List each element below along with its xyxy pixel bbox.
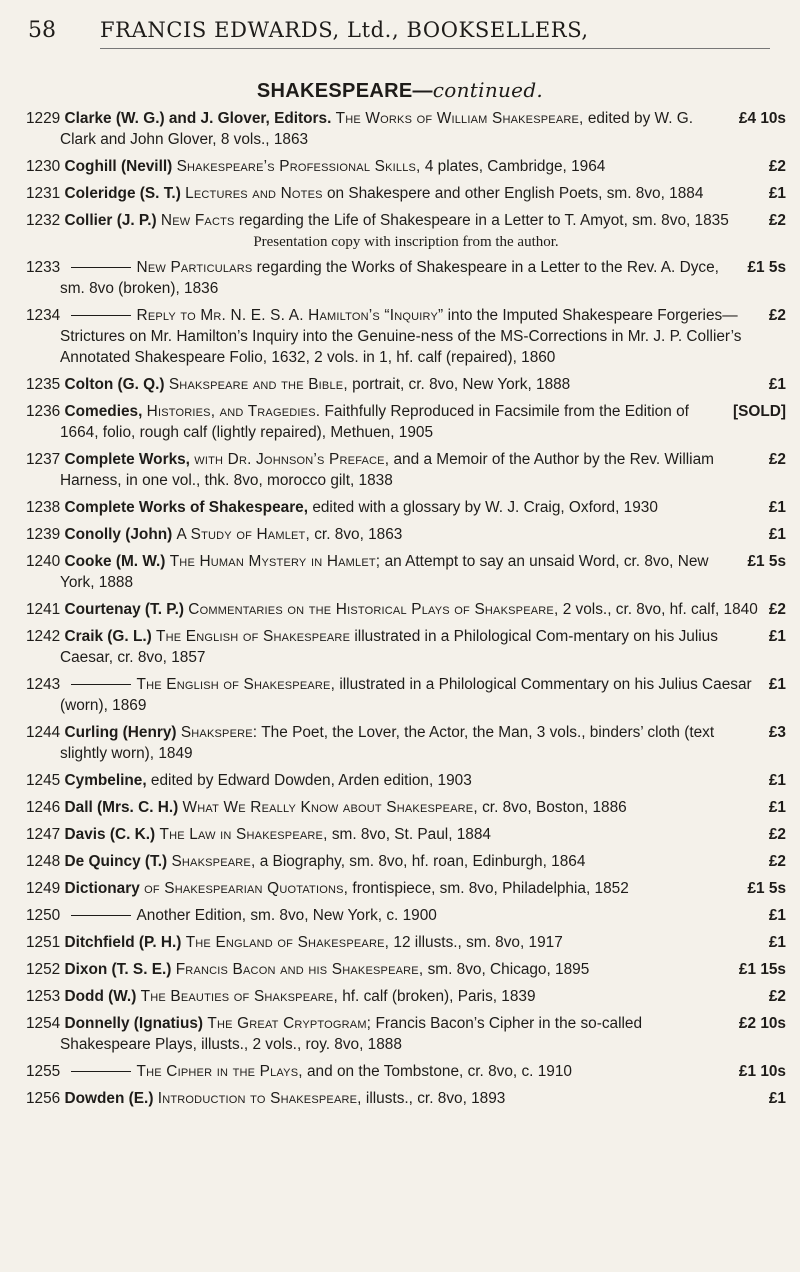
entry-details: a Biography, sm. 8vo, hf. roan, Edinburgh, 1864 [259, 853, 586, 870]
entry-details: illustrated in a Philological Commentary on his Julius Caesar (worn), 1869 [60, 676, 752, 714]
entry-author: Dowden (E.) [64, 1090, 154, 1107]
entry-title: Introduction to Shakespeare, [157, 1090, 362, 1107]
catalogue-entry [26, 824, 786, 845]
entry-note: Presentation copy with inscription from the author. [253, 234, 559, 250]
header-rule [100, 48, 770, 49]
entry-lot-number: 1229 [26, 110, 61, 127]
entry-title: The Works of William Shakespeare, [335, 110, 584, 127]
catalogue-entry [26, 257, 786, 299]
entry-title: Commentaries on the Historical Plays of Shakspeare, [188, 601, 559, 618]
entry-details: portrait, cr. 8vo, New York, 1888 [352, 376, 571, 393]
entry-price: £1 [768, 1090, 786, 1107]
entry-details: cr. 8vo, Boston, 1886 [482, 799, 627, 816]
entry-lot-number: 1244 [26, 724, 61, 741]
entry-details: hf. calf (broken), Paris, 1839 [342, 988, 536, 1005]
entry-title: The English of Shakespeare, [136, 676, 336, 693]
catalogue-entry [26, 1013, 786, 1055]
entry-price: £1 [768, 526, 786, 543]
entry-details: an Attempt to say an unsaid Word, cr. 8vo, New York, 1888 [60, 553, 709, 591]
entry-price: £2 [768, 212, 786, 229]
catalogue-entry [26, 156, 786, 177]
entry-lot-number: 1256 [26, 1090, 61, 1107]
entry-details: Francis Bacon’s Cipher in the so-called Shakespeare Plays, illusts., 2 vols., roy. 8vo, 1888 [60, 1015, 643, 1053]
entry-lot-number: 1249 [26, 880, 61, 897]
entry-author: Clarke (W. G.) and J. Glover, Editors. [64, 110, 332, 127]
entry-author: Complete Works, [64, 451, 190, 468]
entry-lot-number: 1237 [26, 451, 61, 468]
ditto-dash [71, 267, 131, 268]
entry-lot-number: 1232 [26, 212, 61, 229]
entry-details: edited by W. G. Clark and John Glover, 8 vols., 1863 [60, 110, 694, 148]
entry-price: £1 5s [747, 880, 786, 897]
entry-author: Coghill (Nevill) [64, 158, 173, 175]
entry-author: Dixon (T. S. E.) [64, 961, 172, 978]
entry-price: [SOLD] [732, 403, 786, 420]
catalogue-entry [26, 497, 786, 518]
entry-price: £2 [768, 988, 786, 1005]
entry-price: £1 5s [747, 553, 786, 570]
entry-author: Ditchfield (P. H.) [64, 934, 182, 951]
catalogue-entry [26, 374, 786, 395]
entry-title: The England of Shakespeare, [185, 934, 390, 951]
catalogue-entry [26, 878, 786, 899]
entry-author: Comedies, [64, 403, 143, 420]
catalogue-entry [26, 932, 786, 953]
entry-details: Another Edition, sm. 8vo, New York, c. 1900 [136, 907, 437, 924]
entry-price: £2 [768, 158, 786, 175]
entry-title: Shakspeare, [171, 853, 256, 870]
entry-price: £1 [768, 907, 786, 924]
entry-details: edited with a glossary by W. J. Craig, Oxford, 1930 [312, 499, 658, 516]
catalogue-entry [26, 305, 786, 368]
entry-lot-number: 1254 [26, 1015, 61, 1032]
entry-details: and on the Tombstone, cr. 8vo, c. 1910 [306, 1063, 572, 1080]
entry-price: £1 5s [747, 259, 786, 276]
entry-title: The Great Cryptogram; [207, 1015, 372, 1032]
entry-details: 2 vols., cr. 8vo, hf. calf, 1840 [562, 601, 758, 618]
entry-lot-number: 1230 [26, 158, 61, 175]
entry-details: sm. 8vo, Chicago, 1895 [427, 961, 590, 978]
entry-title: What We Really Know about Shakespeare, [182, 799, 478, 816]
entry-price: £1 [768, 676, 786, 693]
entry-author: Davis (C. K.) [64, 826, 156, 843]
catalogue-entry [26, 959, 786, 980]
catalogue-entry [26, 905, 786, 926]
entry-details: illustrated in a Philological Com-mentary on his Julius Caesar, cr. 8vo, 1857 [60, 628, 718, 666]
entry-lot-number: 1243 [26, 676, 61, 693]
entry-lot-number: 1239 [26, 526, 61, 543]
entry-details: and a Memoir of the Author by the Rev. William Harness, in one vol., thk. 8vo, morocco gilt, 1838 [60, 451, 714, 489]
entry-title: New Facts [160, 212, 235, 229]
entry-author: Conolly (John) [64, 526, 173, 543]
entry-title: The English of Shakespeare [156, 628, 351, 645]
entry-price: £4 10s [738, 110, 786, 127]
catalogue-entry [26, 1088, 786, 1109]
entry-author: Dall (Mrs. C. H.) [64, 799, 179, 816]
catalogue-entry [26, 722, 786, 764]
entry-details: into the Imputed Shakespeare Forgeries—Strictures on Mr. Hamilton’s Inquiry into the Genuine-ness of the MS-Corrections in Mr. J. P. Collier’s Annotated Shakespeare Folio, 1632, 2 vols. in 1, hf. calf (repaired), 1860 [60, 307, 742, 366]
entry-lot-number: 1242 [26, 628, 61, 645]
entry-details: 4 plates, Cambridge, 1964 [424, 158, 606, 175]
entry-details: cr. 8vo, 1863 [314, 526, 403, 543]
entry-lot-number: 1235 [26, 376, 61, 393]
entry-price: £1 10s [738, 1063, 786, 1080]
catalogue-entry [26, 210, 786, 231]
catalogue-entry [26, 449, 786, 491]
entry-author: Courtenay (T. P.) [64, 601, 184, 618]
catalogue-entry [26, 551, 786, 593]
running-head: FRANCIS EDWARDS, Ltd., BOOKSELLERS, [100, 18, 589, 42]
entry-price: £1 [768, 772, 786, 789]
ditto-dash [71, 1071, 131, 1072]
entry-lot-number: 1255 [26, 1063, 61, 1080]
entry-author: Cooke (M. W.) [64, 553, 166, 570]
entry-price: £2 [768, 601, 786, 618]
entry-price: £1 [768, 628, 786, 645]
entry-price: £2 [768, 853, 786, 870]
entry-author: Collier (J. P.) [64, 212, 157, 229]
entry-title: of Shakespearian Quotations, [144, 880, 349, 897]
entry-title: Reply to Mr. N. E. S. A. Hamilton’s “Inquiry” [136, 307, 444, 324]
entry-details: regarding the Life of Shakespeare in a Letter to T. Amyot, sm. 8vo, 1835 [238, 212, 729, 229]
entry-title: with Dr. Johnson’s Preface, [194, 451, 390, 468]
entry-lot-number: 1238 [26, 499, 61, 516]
entry-author: Coleridge (S. T.) [64, 185, 181, 202]
entry-price: £1 [768, 499, 786, 516]
catalogue-entry [26, 770, 786, 791]
entry-details: 12 illusts., sm. 8vo, 1917 [393, 934, 563, 951]
ditto-dash [71, 315, 131, 316]
entry-details: regarding the Works of Shakespeare in a Letter to the Rev. A. Dyce, sm. 8vo (broken), 1836 [60, 259, 719, 297]
ditto-dash [71, 915, 131, 916]
entry-lot-number: 1241 [26, 601, 61, 618]
section-title [0, 78, 800, 103]
entry-lot-number: 1253 [26, 988, 61, 1005]
entry-details: on Shakespere and other English Poets, sm. 8vo, 1884 [326, 185, 704, 202]
entry-price: £1 [768, 376, 786, 393]
catalogue-entry [26, 851, 786, 872]
entry-lot-number: 1248 [26, 853, 61, 870]
entry-price: £1 [768, 799, 786, 816]
entry-author: De Quincy (T.) [64, 853, 168, 870]
page-number: 58 [28, 18, 56, 43]
catalogue-entry [26, 183, 786, 204]
entry-price: £2 [768, 451, 786, 468]
catalogue-entries [26, 108, 786, 1115]
entry-author: Dictionary [64, 880, 140, 897]
catalogue-entry [26, 599, 786, 620]
entry-title: The Human Mystery in Hamlet; [169, 553, 381, 570]
catalogue-entry [26, 1061, 786, 1082]
entry-lot-number: 1234 [26, 307, 61, 324]
entry-price: £2 10s [738, 1015, 786, 1032]
entry-details: The Poet, the Lover, the Actor, the Man, 3 vols., binders’ cloth (text slightly worn), 1849 [60, 724, 715, 762]
catalogue-entry [26, 524, 786, 545]
entry-lot-number: 1245 [26, 772, 61, 789]
entry-lot-number: 1251 [26, 934, 61, 951]
entry-title: Francis Bacon and his Shakespeare, [175, 961, 424, 978]
entry-author: Complete Works of Shakespeare, [64, 499, 309, 516]
entry-price: £1 [768, 185, 786, 202]
entry-title: The Beauties of Shakspeare, [140, 988, 338, 1005]
catalogue-entry [26, 626, 786, 668]
entry-details: Faithfully Reproduced in Facsimile from the Edition of 1664, folio, rough calf (lightly repaired), Methuen, 1905 [60, 403, 689, 441]
section-title-suffix: continued. [432, 78, 544, 102]
entry-author: Cymbeline, [64, 772, 147, 789]
catalogue-entry [26, 108, 786, 150]
entry-lot-number: 1233 [26, 259, 61, 276]
catalogue-entry [26, 401, 786, 443]
section-title-main: SHAKESPEARE— [256, 80, 433, 102]
entry-author: Curling (Henry) [64, 724, 177, 741]
entry-details: frontispiece, sm. 8vo, Philadelphia, 1852 [352, 880, 629, 897]
entry-details: illusts., cr. 8vo, 1893 [365, 1090, 506, 1107]
entry-title: New Particulars [136, 259, 253, 276]
entry-title: The Cipher in the Plays, [136, 1063, 303, 1080]
entry-price: £1 15s [738, 961, 786, 978]
entry-author: Dodd (W.) [64, 988, 137, 1005]
entry-lot-number: 1240 [26, 553, 61, 570]
page-header [0, 0, 800, 64]
ditto-dash [71, 684, 131, 685]
entry-lot-number: 1236 [26, 403, 61, 420]
catalogue-entry [26, 674, 786, 716]
entry-price: £3 [768, 724, 786, 741]
catalogue-entry [26, 986, 786, 1007]
entry-title: Histories, and Tragedies. [146, 403, 321, 420]
entry-title: A Study of Hamlet, [176, 526, 310, 543]
entry-title: Shakspere: [180, 724, 258, 741]
catalogue-entry [26, 797, 786, 818]
entry-title: The Law in Shakespeare, [159, 826, 328, 843]
entry-lot-number: 1231 [26, 185, 61, 202]
entry-lot-number: 1252 [26, 961, 61, 978]
entry-price: £2 [768, 826, 786, 843]
entry-author: Donnelly (Ignatius) [64, 1015, 204, 1032]
entry-price: £1 [768, 934, 786, 951]
entry-price: £2 [768, 307, 786, 324]
entry-title: Lectures and Notes [185, 185, 323, 202]
entry-lot-number: 1250 [26, 907, 61, 924]
entry-author: Craik (G. L.) [64, 628, 152, 645]
entry-details: edited by Edward Dowden, Arden edition, 1903 [150, 772, 472, 789]
entry-title: Shakspeare and the Bible, [168, 376, 348, 393]
entry-title: Shakespeare’s Professional Skills, [176, 158, 421, 175]
entry-lot-number: 1247 [26, 826, 61, 843]
entry-author: Colton (G. Q.) [64, 376, 165, 393]
entry-details: sm. 8vo, St. Paul, 1884 [331, 826, 491, 843]
entry-lot-number: 1246 [26, 799, 61, 816]
